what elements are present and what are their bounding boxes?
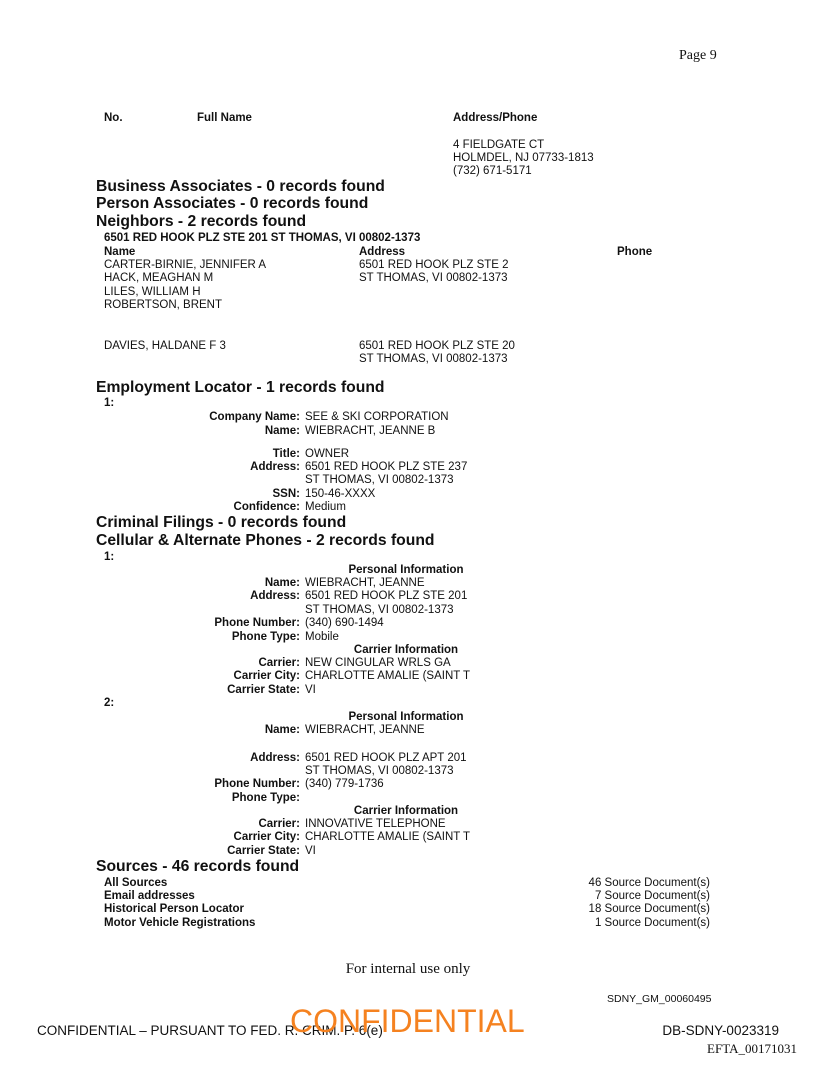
field-value-carrier-city: CHARLOTTE AMALIE (SAINT T (305, 670, 471, 682)
neighbor-name: LILES, WILLIAM H (104, 285, 201, 298)
subject-address-line: 4 FIELDGATE CT (453, 139, 545, 151)
source-count: 7 Source Document(s) (594, 889, 710, 902)
section-heading-cellular-phones: Cellular & Alternate Phones - 2 records found (96, 532, 435, 549)
section-heading-neighbors: Neighbors - 2 records found (96, 213, 307, 230)
section-heading-business-associates: Business Associates - 0 records found (96, 178, 385, 195)
field-value-address: 6501 RED HOOK PLZ APT 201 (305, 751, 467, 764)
field-value-carrier-state: VI (305, 683, 316, 696)
column-header-address-phone: Address/Phone (453, 112, 538, 124)
field-value-address-line2: ST THOMAS, VI 00802-1373 (305, 764, 454, 777)
source-count: 1 Source Document(s) (594, 916, 710, 929)
source-name: Email addresses (104, 889, 195, 902)
record-index: 2: (104, 697, 115, 709)
field-value-name: WIEBRACHT, JEANNE B (305, 424, 436, 437)
page-number: Page 9 (679, 48, 717, 63)
field-value-address: 6501 RED HOOK PLZ STE 201 (305, 590, 468, 602)
neighbor-address-line: ST THOMAS, VI 00802-1373 (359, 353, 508, 365)
subject-phone: (732) 671-5171 (453, 165, 532, 177)
field-value-carrier-state: VI (305, 844, 316, 857)
field-label-carrier-state: Carrier State: (227, 683, 300, 696)
document-id: DB-SDNY-0023319 (662, 1023, 779, 1038)
field-label-carrier: Carrier: (258, 817, 300, 830)
source-name: Historical Person Locator (104, 903, 244, 915)
field-label-phone-number: Phone Number: (214, 617, 300, 629)
field-label-phone-number: Phone Number: (214, 778, 300, 790)
field-label-carrier-state: Carrier State: (227, 844, 300, 857)
bates-number: SDNY_GM_00060495 (607, 993, 712, 1005)
neighbor-name: CARTER-BIRNIE, JENNIFER A (104, 259, 267, 271)
neighbors-column-address: Address (359, 246, 406, 258)
record-index: 1: (104, 396, 115, 409)
field-value-phone-type: Mobile (305, 630, 339, 643)
carrier-information-heading: Carrier Information (353, 643, 459, 656)
source-count: 18 Source Document(s) (588, 903, 710, 915)
field-value-carrier: INNOVATIVE TELEPHONE (305, 817, 446, 830)
field-value-address: 6501 RED HOOK PLZ STE 237 (305, 460, 468, 473)
personal-information-heading: Personal Information (348, 710, 464, 723)
field-label-ssn: SSN: (272, 487, 300, 500)
neighbors-address-heading: 6501 RED HOOK PLZ STE 201 ST THOMAS, VI 00802-1373 (104, 232, 421, 244)
source-count: 46 Source Document(s) (588, 876, 710, 889)
section-heading-criminal-filings: Criminal Filings - 0 records found (96, 514, 347, 531)
column-header-full-name: Full Name (197, 112, 252, 124)
neighbor-name: HACK, MEAGHAN M (104, 272, 214, 284)
field-value-title: OWNER (305, 447, 350, 460)
source-name: Motor Vehicle Registrations (104, 916, 256, 929)
source-name: All Sources (104, 876, 168, 889)
column-header-no: No. (104, 112, 123, 124)
field-label-phone-type: Phone Type: (231, 630, 300, 643)
field-value-name: WIEBRACHT, JEANNE (305, 576, 425, 589)
field-label-address: Address: (250, 751, 300, 764)
field-label-carrier-city: Carrier City: (233, 670, 300, 682)
field-label-address: Address: (250, 590, 300, 602)
field-label-carrier-city: Carrier City: (233, 831, 300, 843)
neighbor-address-line: 6501 RED HOOK PLZ STE 20 (359, 340, 515, 352)
field-value-confidence: Medium (305, 501, 346, 513)
confidential-stamp: CONFIDENTIAL (290, 1003, 525, 1039)
field-label-name: Name: (264, 724, 300, 736)
field-label-name: Name: (264, 424, 300, 437)
field-label-carrier: Carrier: (258, 656, 300, 669)
field-label-company-name: Company Name: (209, 410, 300, 423)
field-label-confidence: Confidence: (233, 501, 300, 513)
field-label-phone-type: Phone Type: (231, 791, 300, 804)
field-label-title: Title: (272, 447, 300, 460)
personal-information-heading: Personal Information (348, 563, 464, 576)
record-index: 1: (104, 550, 115, 563)
section-heading-person-associates: Person Associates - 0 records found (96, 195, 369, 212)
efta-id: EFTA_00171031 (707, 1041, 797, 1056)
section-heading-sources: Sources - 46 records found (96, 858, 300, 875)
field-value-phone-number: (340) 690-1494 (305, 617, 384, 629)
field-label-address: Address: (250, 460, 300, 473)
subject-address-line: HOLMDEL, NJ 07733-1813 (453, 152, 594, 164)
neighbor-address-line: 6501 RED HOOK PLZ STE 2 (359, 259, 509, 271)
neighbor-name: DAVIES, HALDANE F 3 (104, 340, 226, 352)
neighbors-column-name: Name (104, 246, 136, 258)
neighbor-name: ROBERTSON, BRENT (104, 299, 222, 311)
field-value-carrier-city: CHARLOTTE AMALIE (SAINT T (305, 831, 471, 843)
field-value-name: WIEBRACHT, JEANNE (305, 724, 425, 736)
field-value-address-line2: ST THOMAS, VI 00802-1373 (305, 603, 454, 616)
neighbors-column-phone: Phone (617, 246, 653, 258)
internal-use-note: For internal use only (345, 961, 471, 977)
carrier-information-heading: Carrier Information (353, 804, 459, 817)
section-heading-employment-locator: Employment Locator - 1 records found (96, 379, 385, 396)
field-value-address-line2: ST THOMAS, VI 00802-1373 (305, 474, 454, 486)
field-value-phone-number: (340) 779-1736 (305, 778, 384, 790)
field-value-carrier: NEW CINGULAR WRLS GA (305, 656, 451, 669)
field-label-name: Name: (264, 576, 300, 589)
confidential-notice: CONFIDENTIAL – PURSUANT TO FED. R. CRIM. P. 6(e) (37, 1023, 383, 1038)
field-value-ssn: 150-46-XXXX (305, 487, 376, 500)
field-value-company-name: SEE & SKI CORPORATION (305, 410, 449, 423)
neighbor-address-line: ST THOMAS, VI 00802-1373 (359, 272, 508, 284)
